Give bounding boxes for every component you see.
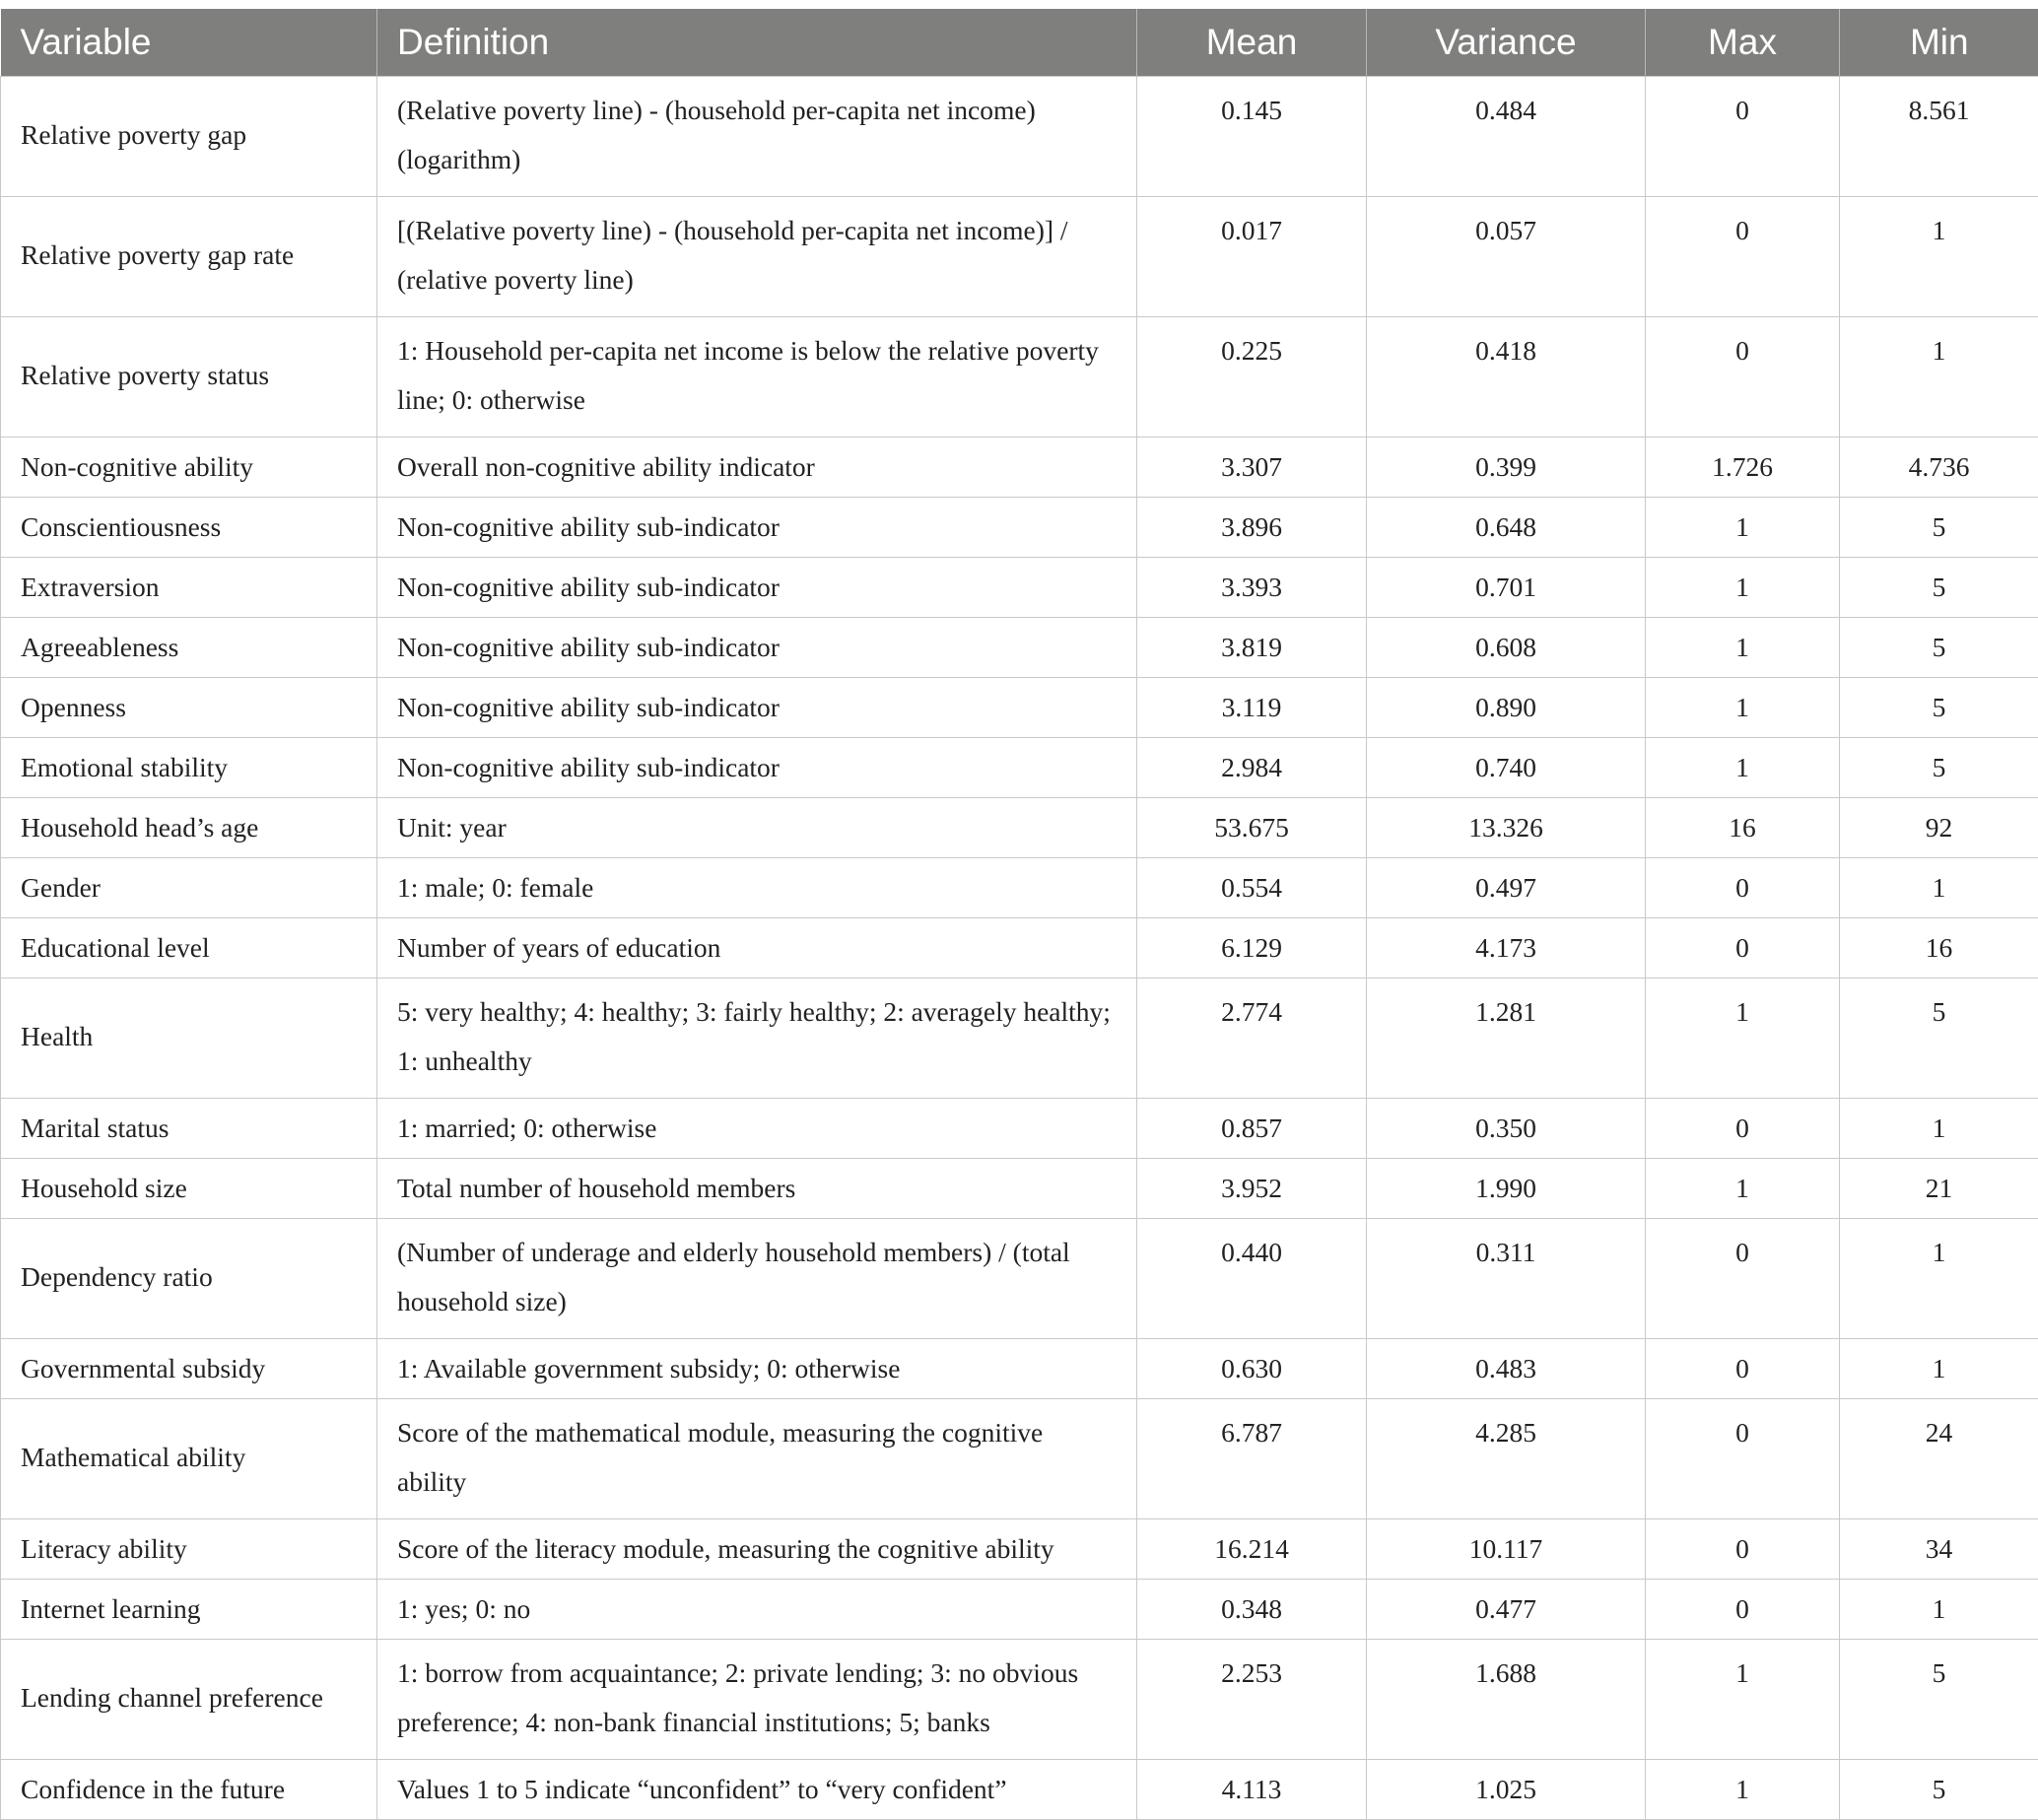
cell-max: 0 bbox=[1646, 1338, 1840, 1398]
column-header-definition: Definition bbox=[377, 9, 1137, 76]
cell-mean: 0.225 bbox=[1137, 316, 1367, 437]
cell-variance: 0.477 bbox=[1367, 1579, 1646, 1639]
cell-min: 1 bbox=[1840, 1338, 2038, 1398]
cell-definition: 1: Available government subsidy; 0: otherwise bbox=[377, 1338, 1137, 1398]
table-row bbox=[1, 1338, 2038, 1398]
cell-max: 1 bbox=[1646, 737, 1840, 797]
table-row bbox=[1, 977, 2038, 1098]
cell-variance: 0.740 bbox=[1367, 737, 1646, 797]
cell-mean: 4.113 bbox=[1137, 1759, 1367, 1819]
cell-max: 0 bbox=[1646, 316, 1840, 437]
cell-min: 24 bbox=[1840, 1398, 2038, 1518]
cell-definition: Non-cognitive ability sub-indicator bbox=[377, 737, 1137, 797]
cell-variance: 1.688 bbox=[1367, 1639, 1646, 1759]
cell-min: 5 bbox=[1840, 977, 2038, 1098]
cell-variable: Literacy ability bbox=[1, 1518, 377, 1579]
cell-mean: 2.253 bbox=[1137, 1639, 1367, 1759]
table-row bbox=[1, 677, 2038, 737]
cell-min: 1 bbox=[1840, 1098, 2038, 1158]
cell-definition: 1: male; 0: female bbox=[377, 857, 1137, 917]
cell-mean: 3.119 bbox=[1137, 677, 1367, 737]
table-row bbox=[1, 1518, 2038, 1579]
cell-variable: Agreeableness bbox=[1, 617, 377, 677]
cell-min: 92 bbox=[1840, 797, 2038, 857]
cell-variable: Relative poverty gap bbox=[1, 76, 377, 196]
cell-mean: 3.896 bbox=[1137, 497, 1367, 557]
cell-max: 1 bbox=[1646, 677, 1840, 737]
cell-max: 1 bbox=[1646, 1639, 1840, 1759]
cell-variable: Educational level bbox=[1, 917, 377, 977]
cell-variance: 0.483 bbox=[1367, 1338, 1646, 1398]
cell-mean: 3.819 bbox=[1137, 617, 1367, 677]
cell-variable: Household size bbox=[1, 1158, 377, 1218]
cell-min: 1 bbox=[1840, 857, 2038, 917]
cell-mean: 2.984 bbox=[1137, 737, 1367, 797]
cell-definition: Total number of household members bbox=[377, 1158, 1137, 1218]
cell-max: 0 bbox=[1646, 76, 1840, 196]
cell-max: 0 bbox=[1646, 196, 1840, 316]
cell-max: 1 bbox=[1646, 497, 1840, 557]
cell-mean: 0.145 bbox=[1137, 76, 1367, 196]
table-row bbox=[1, 1579, 2038, 1639]
cell-max: 1 bbox=[1646, 977, 1840, 1098]
cell-variable: Conscientiousness bbox=[1, 497, 377, 557]
cell-min: 5 bbox=[1840, 1759, 2038, 1819]
cell-variable: Governmental subsidy bbox=[1, 1338, 377, 1398]
cell-max: 1 bbox=[1646, 1158, 1840, 1218]
cell-variance: 4.285 bbox=[1367, 1398, 1646, 1518]
column-header-min: Min bbox=[1840, 9, 2038, 76]
cell-definition: Score of the mathematical module, measuring the cognitive ability bbox=[377, 1398, 1137, 1518]
table-row bbox=[1, 557, 2038, 617]
column-header-max: Max bbox=[1646, 9, 1840, 76]
cell-mean: 0.857 bbox=[1137, 1098, 1367, 1158]
cell-mean: 0.440 bbox=[1137, 1218, 1367, 1338]
cell-definition: Non-cognitive ability sub-indicator bbox=[377, 557, 1137, 617]
cell-variance: 0.484 bbox=[1367, 76, 1646, 196]
cell-mean: 16.214 bbox=[1137, 1518, 1367, 1579]
cell-min: 5 bbox=[1840, 617, 2038, 677]
cell-max: 1.726 bbox=[1646, 437, 1840, 497]
cell-definition: Values 1 to 5 indicate “unconfident” to “very confident” bbox=[377, 1759, 1137, 1819]
cell-max: 0 bbox=[1646, 1579, 1840, 1639]
cell-definition: Non-cognitive ability sub-indicator bbox=[377, 617, 1137, 677]
cell-definition: 1: Household per-capita net income is below the relative poverty line; 0: otherwise bbox=[377, 316, 1137, 437]
cell-variable: Emotional stability bbox=[1, 737, 377, 797]
table-row bbox=[1, 1639, 2038, 1759]
cell-min: 1 bbox=[1840, 196, 2038, 316]
cell-variance: 0.648 bbox=[1367, 497, 1646, 557]
cell-variable: Mathematical ability bbox=[1, 1398, 377, 1518]
cell-variable: Non-cognitive ability bbox=[1, 437, 377, 497]
cell-variable: Confidence in the future bbox=[1, 1759, 377, 1819]
cell-variance: 10.117 bbox=[1367, 1518, 1646, 1579]
cell-min: 8.561 bbox=[1840, 76, 2038, 196]
cell-definition: Non-cognitive ability sub-indicator bbox=[377, 677, 1137, 737]
cell-mean: 6.787 bbox=[1137, 1398, 1367, 1518]
cell-definition: Score of the literacy module, measuring the cognitive ability bbox=[377, 1518, 1137, 1579]
cell-variance: 0.399 bbox=[1367, 437, 1646, 497]
cell-variance: 0.311 bbox=[1367, 1218, 1646, 1338]
table-row bbox=[1, 316, 2038, 437]
cell-variable: Extraversion bbox=[1, 557, 377, 617]
cell-definition: [(Relative poverty line) - (household per-capita net income)] / (relative poverty line) bbox=[377, 196, 1137, 316]
header-row bbox=[1, 9, 2038, 76]
cell-max: 0 bbox=[1646, 857, 1840, 917]
cell-mean: 53.675 bbox=[1137, 797, 1367, 857]
cell-variance: 1.025 bbox=[1367, 1759, 1646, 1819]
table-row bbox=[1, 617, 2038, 677]
table-row bbox=[1, 1158, 2038, 1218]
cell-min: 5 bbox=[1840, 737, 2038, 797]
table-row bbox=[1, 1398, 2038, 1518]
cell-variance: 0.057 bbox=[1367, 196, 1646, 316]
cell-variance: 1.281 bbox=[1367, 977, 1646, 1098]
table-body bbox=[1, 76, 2038, 1819]
cell-mean: 0.554 bbox=[1137, 857, 1367, 917]
cell-mean: 3.307 bbox=[1137, 437, 1367, 497]
column-header-variable: Variable bbox=[1, 9, 377, 76]
column-header-variance: Variance bbox=[1367, 9, 1646, 76]
cell-min: 1 bbox=[1840, 1218, 2038, 1338]
cell-definition: Number of years of education bbox=[377, 917, 1137, 977]
cell-mean: 6.129 bbox=[1137, 917, 1367, 977]
cell-variance: 0.350 bbox=[1367, 1098, 1646, 1158]
cell-min: 5 bbox=[1840, 497, 2038, 557]
cell-variance: 0.701 bbox=[1367, 557, 1646, 617]
cell-max: 1 bbox=[1646, 1759, 1840, 1819]
table-row bbox=[1, 797, 2038, 857]
table-row bbox=[1, 1218, 2038, 1338]
cell-max: 0 bbox=[1646, 917, 1840, 977]
cell-variable: Marital status bbox=[1, 1098, 377, 1158]
cell-variable: Openness bbox=[1, 677, 377, 737]
cell-variable: Relative poverty gap rate bbox=[1, 196, 377, 316]
table-row bbox=[1, 737, 2038, 797]
cell-max: 0 bbox=[1646, 1218, 1840, 1338]
cell-min: 1 bbox=[1840, 316, 2038, 437]
variable-definitions-table bbox=[0, 9, 2038, 1820]
cell-definition: Overall non-cognitive ability indicator bbox=[377, 437, 1137, 497]
table-row bbox=[1, 1098, 2038, 1158]
cell-definition: 1: yes; 0: no bbox=[377, 1579, 1137, 1639]
cell-variance: 0.608 bbox=[1367, 617, 1646, 677]
cell-max: 16 bbox=[1646, 797, 1840, 857]
cell-variable: Lending channel preference bbox=[1, 1639, 377, 1759]
table-row bbox=[1, 857, 2038, 917]
cell-min: 1 bbox=[1840, 1579, 2038, 1639]
cell-max: 1 bbox=[1646, 617, 1840, 677]
cell-definition: 1: married; 0: otherwise bbox=[377, 1098, 1137, 1158]
cell-min: 21 bbox=[1840, 1158, 2038, 1218]
cell-mean: 0.630 bbox=[1137, 1338, 1367, 1398]
table-row bbox=[1, 196, 2038, 316]
table-row bbox=[1, 497, 2038, 557]
cell-max: 0 bbox=[1646, 1398, 1840, 1518]
cell-mean: 3.952 bbox=[1137, 1158, 1367, 1218]
cell-min: 5 bbox=[1840, 557, 2038, 617]
cell-variable: Relative poverty status bbox=[1, 316, 377, 437]
cell-mean: 0.348 bbox=[1137, 1579, 1367, 1639]
cell-min: 4.736 bbox=[1840, 437, 2038, 497]
cell-min: 5 bbox=[1840, 1639, 2038, 1759]
cell-mean: 2.774 bbox=[1137, 977, 1367, 1098]
cell-definition: (Relative poverty line) - (household per-capita net income) (logarithm) bbox=[377, 76, 1137, 196]
cell-variable: Internet learning bbox=[1, 1579, 377, 1639]
cell-definition: 1: borrow from acquaintance; 2: private lending; 3: no obvious preference; 4: non-bank financial institutions; 5; banks bbox=[377, 1639, 1137, 1759]
table-row bbox=[1, 437, 2038, 497]
cell-min: 5 bbox=[1840, 677, 2038, 737]
cell-variance: 0.890 bbox=[1367, 677, 1646, 737]
cell-variance: 0.497 bbox=[1367, 857, 1646, 917]
table-row bbox=[1, 1759, 2038, 1819]
table-header bbox=[1, 9, 2038, 76]
cell-variance: 0.418 bbox=[1367, 316, 1646, 437]
cell-definition: (Number of underage and elderly household members) / (total household size) bbox=[377, 1218, 1137, 1338]
cell-variance: 13.326 bbox=[1367, 797, 1646, 857]
cell-variance: 1.990 bbox=[1367, 1158, 1646, 1218]
cell-max: 0 bbox=[1646, 1098, 1840, 1158]
cell-min: 34 bbox=[1840, 1518, 2038, 1579]
cell-variable: Dependency ratio bbox=[1, 1218, 377, 1338]
cell-max: 0 bbox=[1646, 1518, 1840, 1579]
cell-variable: Gender bbox=[1, 857, 377, 917]
cell-variable: Health bbox=[1, 977, 377, 1098]
cell-min: 16 bbox=[1840, 917, 2038, 977]
cell-mean: 0.017 bbox=[1137, 196, 1367, 316]
cell-variable: Household head’s age bbox=[1, 797, 377, 857]
cell-variance: 4.173 bbox=[1367, 917, 1646, 977]
cell-mean: 3.393 bbox=[1137, 557, 1367, 617]
cell-definition: Non-cognitive ability sub-indicator bbox=[377, 497, 1137, 557]
table-row bbox=[1, 76, 2038, 196]
cell-definition: Unit: year bbox=[377, 797, 1137, 857]
cell-max: 1 bbox=[1646, 557, 1840, 617]
cell-definition: 5: very healthy; 4: healthy; 3: fairly healthy; 2: averagely healthy; 1: unhealthy bbox=[377, 977, 1137, 1098]
table-row bbox=[1, 917, 2038, 977]
column-header-mean: Mean bbox=[1137, 9, 1367, 76]
